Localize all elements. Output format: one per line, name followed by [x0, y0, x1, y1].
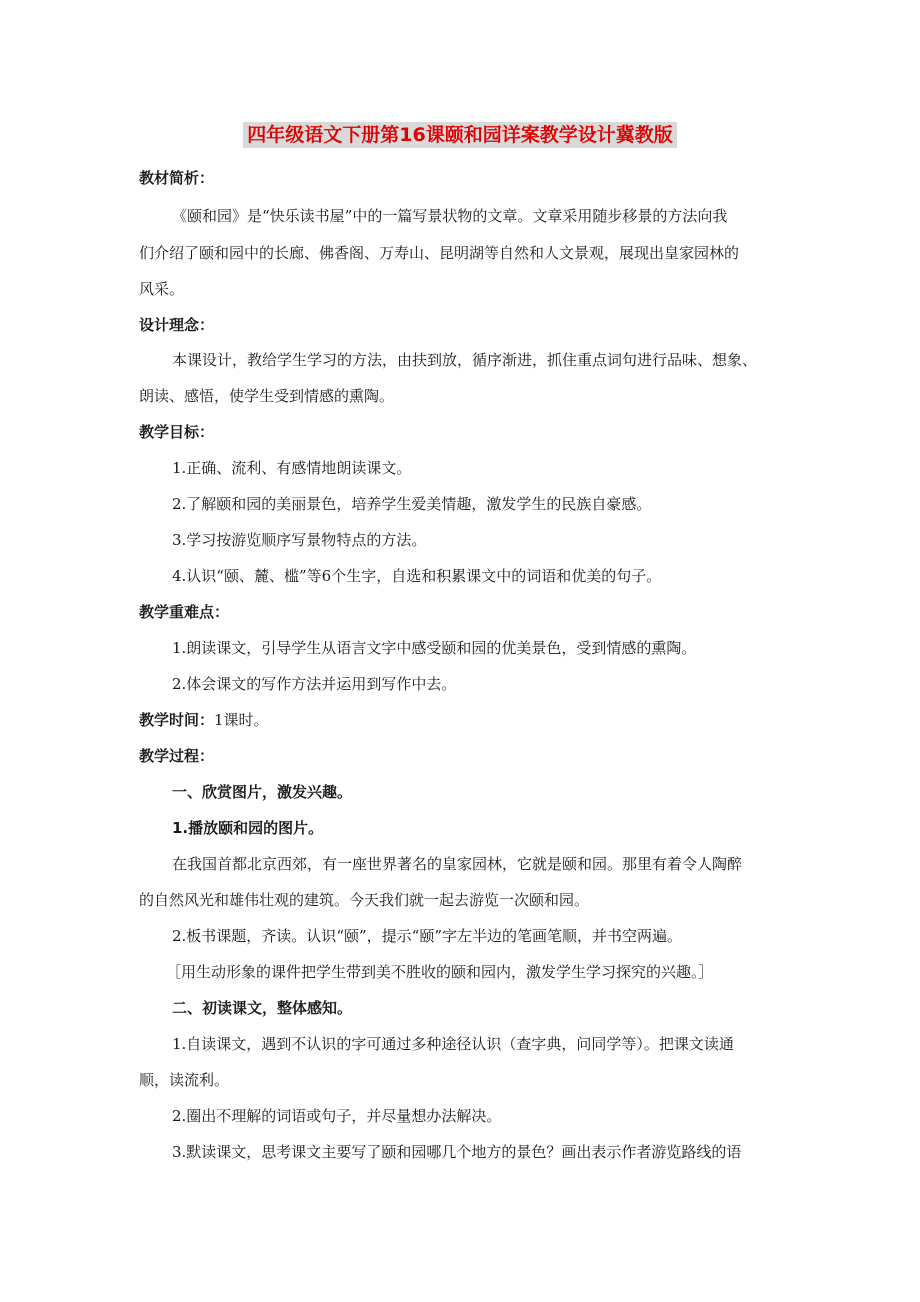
- step1-item-2: 2.板书课题，齐读。认识“颐”，提示“颐”字左半边的笔画笔顺，并书空两遍。: [172, 927, 682, 945]
- step2-item-2: 2.圈出不理解的词语或句子，并尽量想办法解决。: [172, 1107, 502, 1125]
- goals-heading: 教学目标：: [139, 423, 215, 441]
- analysis-line-2: 们介绍了颐和园中的长廊、佛香阁、万寿山、昆明湖等自然和人文景观，展现出皇家园林的: [139, 244, 740, 262]
- goal-item-4: 4.认识“颐、麓、槛”等6个生字，自选和积累课文中的词语和优美的句子。: [172, 567, 662, 585]
- key-points-heading: 教学重难点：: [139, 603, 230, 621]
- teaching-time: [139, 710, 269, 730]
- step1-subheading: 1.播放颐和园的图片。: [172, 819, 324, 837]
- goal-item-3: 3.学习按游览顺序写景物特点的方法。: [172, 531, 427, 549]
- process-heading: 教学过程：: [139, 747, 215, 765]
- goal-item-1: 1.正确、流利、有感情地朗读课文。: [172, 459, 412, 477]
- key-point-2: 2.体会课文的写作方法并运用到写作中去。: [172, 675, 457, 693]
- step2-item-1-line-2: 顺，读流利。: [139, 1071, 230, 1089]
- step2-heading: 二、初读课文，整体感知。: [172, 999, 353, 1017]
- goal-item-2: 2.了解颐和园的美丽景色，培养学生爱美情趣，激发学生的民族自豪感。: [172, 495, 652, 513]
- key-point-1: 1.朗读课文，引导学生从语言文字中感受颐和园的优美景色，受到情感的熏陶。: [172, 639, 697, 657]
- step1-heading: 一、欣赏图片，激发兴趣。: [172, 783, 353, 801]
- step2-item-1-line-1: 1.自读课文，遇到不认识的字可通过多种途径认识（查字典，问同学等）。把课文读通: [172, 1035, 734, 1053]
- analysis-heading: 教材简析：: [139, 169, 215, 187]
- time-heading: 教学时间：: [139, 711, 215, 729]
- document-title: [0, 122, 920, 148]
- title-text: 四年级语文下册第16课颐和园详案教学设计冀教版: [243, 122, 676, 148]
- concept-line-1: 本课设计，教给学生学习的方法，由扶到放，循序渐进，抓住重点词句进行品味、想象、: [172, 351, 758, 369]
- step1-paragraph-line-1: 在我国首都北京西郊，有一座世界著名的皇家园林，它就是颐和园。那里有着令人陶醉: [172, 855, 743, 873]
- analysis-line-3: 风采。: [139, 280, 185, 298]
- concept-heading: 设计理念：: [139, 316, 215, 334]
- step2-item-3: 3.默读课文，思考课文主要写了颐和园哪几个地方的景色？画出表示作者游览路线的语: [172, 1143, 742, 1161]
- concept-line-2: 朗读、感悟，使学生受到情感的熏陶。: [139, 387, 395, 405]
- time-value: 1课时。: [214, 711, 269, 729]
- step1-paragraph-line-2: 的自然风光和雄伟壮观的建筑。今天我们就一起去游览一次颐和园。: [139, 891, 590, 909]
- analysis-line-1: 《颐和园》是“快乐读书屋”中的一篇写景状物的文章。文章采用随步移景的方法向我: [172, 207, 728, 225]
- step1-note: ［用生动形象的课件把学生带到美不胜收的颐和园内，激发学生学习探究的兴趣。］: [166, 963, 714, 981]
